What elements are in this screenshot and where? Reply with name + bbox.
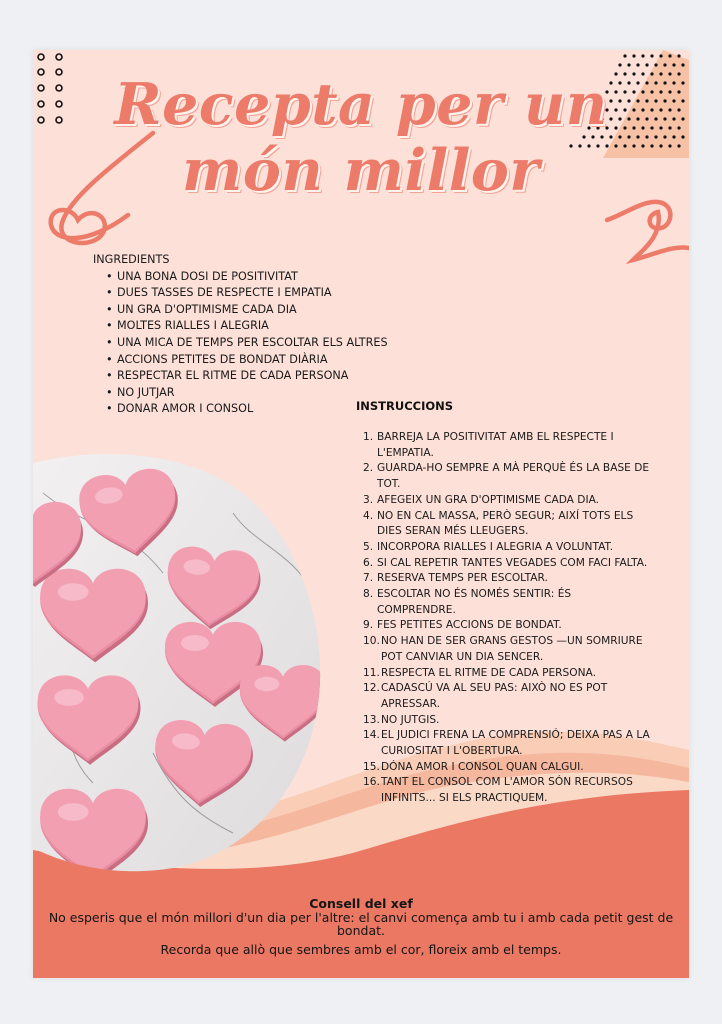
instruction-step	[363, 493, 653, 509]
heart-macaron-image	[33, 453, 323, 873]
instruction-number: 11.	[363, 666, 380, 679]
ingredient-item: • RESPECTAR EL RITME DE CADA PERSONA	[117, 368, 413, 385]
instruction-number: 4.	[363, 509, 374, 522]
instruction-number: 16.	[363, 776, 380, 789]
instruction-number: 12.	[363, 682, 380, 695]
instruction-number: 2.	[363, 462, 374, 475]
recipe-page	[33, 50, 689, 978]
title-line-2: món millor	[182, 137, 540, 204]
instruction-text: NO JUTGIS.	[381, 713, 440, 726]
instruction-text: RESPECTA EL RITME DE CADA PERSONA.	[381, 666, 596, 679]
instruction-step	[363, 760, 653, 776]
ingredient-item: • UNA BONA DOSI DE POSITIVITAT	[117, 269, 413, 286]
instruction-step	[363, 634, 653, 665]
instruction-step	[363, 666, 653, 682]
ingredients-list	[93, 269, 413, 418]
chef-tip-heading: Consell del xef	[309, 896, 413, 911]
instruction-text: RESERVA TEMPS PER ESCOLTAR.	[377, 572, 548, 585]
ingredient-item: • MOLTES RIALLES I ALEGRIA	[117, 318, 413, 335]
instruction-text: EL JUDICI FRENA LA COMPRENSIÓ; DEIXA PAS A LA CURIOSITAT I L'OBERTURA.	[381, 729, 650, 758]
instruction-step	[363, 587, 653, 618]
instruction-text: GUARDA-HO SEMPRE A MÀ PERQUÈ ÉS LA BASE DE TOT.	[377, 462, 650, 491]
ingredient-item: • NO JUTJAR	[117, 385, 413, 402]
instruction-number: 8.	[363, 588, 374, 601]
ingredient-item: • UN GRA D'OPTIMISME CADA DIA	[117, 302, 413, 319]
instruction-step	[363, 540, 653, 556]
instruction-text: DÓNA AMOR I CONSOL QUAN CALGUI.	[381, 760, 584, 773]
instruction-number: 9.	[363, 619, 374, 632]
chef-tip	[33, 897, 689, 957]
instruction-text: FES PETITES ACCIONS DE BONDAT.	[377, 619, 562, 632]
instruction-text: NO EN CAL MASSA, PERÒ SEGUR; AIXÍ TOTS ELS DIES SERAN MÉS LLEUGERS.	[377, 509, 634, 538]
instruction-step	[363, 461, 653, 492]
instruction-text: TANT EL CONSOL COM L'AMOR SÓN RECURSOS INFINITS... SI ELS PRACTIQUEM.	[381, 776, 633, 805]
instruction-text: AFEGEIX UN GRA D'OPTIMISME CADA DIA.	[377, 493, 600, 506]
instruction-number: 5.	[363, 540, 374, 553]
instruction-text: ESCOLTAR NO ÉS NOMÉS SENTIR: ÉS COMPRENDRE.	[377, 588, 572, 616]
title-line-1: Recepta per un	[114, 71, 608, 138]
instruction-step	[363, 713, 653, 729]
instruction-text: INCORPORA RIALLES I ALEGRIA A VOLUNTAT.	[377, 540, 614, 553]
instructions-list	[363, 430, 653, 807]
chef-tip-line-1: No esperis que el món millori d'un dia per l'altre: el canvi comença amb tu i amb cada petit gest de bondat.	[48, 910, 674, 938]
instruction-text: CADASCÚ VA AL SEU PAS: AIXÒ NO ES POT APRESSAR.	[381, 682, 608, 710]
instruction-step	[363, 571, 653, 587]
instruction-text: BARREJA LA POSITIVITAT AMB EL RESPECTE I L'EMPATIA.	[377, 431, 614, 459]
ingredients-heading: INGREDIENTS	[93, 253, 170, 266]
ingredients-section	[93, 252, 413, 418]
instruction-step	[363, 681, 653, 712]
instruction-number: 10.	[363, 635, 380, 648]
ingredient-item: • ACCIONS PETITES DE BONDAT DIÀRIA	[117, 352, 413, 369]
instruction-step	[363, 556, 653, 572]
instruction-step	[363, 728, 653, 759]
instruction-text: SI CAL REPETIR TANTES VEGADES COM FACI FALTA.	[377, 556, 648, 569]
instruction-step	[363, 618, 653, 634]
ingredient-item: • UNA MICA DE TEMPS PER ESCOLTAR ELS ALTRES	[117, 335, 413, 352]
instruction-number: 1.	[363, 431, 374, 443]
instruction-number: 15.	[363, 760, 380, 773]
instruction-text: NO HAN DE SER GRANS GESTOS —UN SOMRIURE POT CANVIAR UN DIA SENCER.	[381, 635, 643, 663]
ingredient-item: • DUES TASSES DE RESPECTE I EMPATIA	[117, 285, 413, 302]
instruction-number: 3.	[363, 493, 374, 506]
instruction-number: 13.	[363, 713, 380, 726]
instruction-number: 14.	[363, 729, 380, 742]
instruction-step	[363, 775, 653, 806]
instruction-step	[363, 509, 653, 540]
ingredient-item: • DONAR AMOR I CONSOL	[117, 401, 413, 418]
page-title	[33, 72, 689, 204]
instruction-number: 6.	[363, 556, 374, 569]
instruction-step	[363, 430, 653, 461]
chef-tip-line-2: Recorda que allò que sembres amb el cor, floreix amb el temps.	[160, 942, 562, 957]
instructions-heading: INSTRUCCIONS	[356, 399, 454, 413]
instruction-number: 7.	[363, 572, 374, 585]
